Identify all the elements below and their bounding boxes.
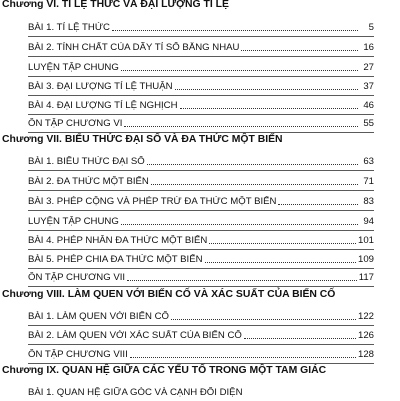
chapter-7-title: Chương VII. BIỂU THỨC ĐẠI SỐ VÀ ĐA THỨC MỘT BIẾN (2, 134, 283, 145)
dot-leader (121, 224, 358, 225)
chapter-8-title: Chương VIII. LÀM QUEN VỚI BIẾN CỐ VÀ XÁC SUẤT CỦA BIẾN CỐ (2, 289, 336, 300)
dot-leader (171, 319, 356, 320)
dot-leader (209, 243, 356, 244)
dot-leader (127, 280, 357, 281)
toc-item-label: ÔN TẬP CHƯƠNG VIII (28, 349, 128, 360)
toc-item-page: 16 (363, 42, 374, 53)
toc-row[interactable] (28, 326, 374, 345)
chapter-6-title: Chương VI. TỈ LỆ THỨC VÀ ĐẠI LƯỢNG TỈ LỆ (2, 0, 229, 10)
dot-leader (180, 108, 358, 109)
toc-item-label: BÀI 5. PHÉP CHIA ĐA THỨC MỘT BIẾN (28, 254, 203, 265)
dot-leader (130, 357, 356, 358)
toc-item-label: BÀI 1. LÀM QUEN VỚI BIẾN CỐ (28, 311, 169, 322)
dot-leader (241, 50, 358, 51)
dot-leader (175, 89, 358, 90)
toc-item-label: LUYỆN TẬP CHUNG (28, 216, 119, 227)
toc-item-label: BÀI 2. ĐA THỨC MỘT BIẾN (28, 176, 149, 187)
dot-leader (112, 30, 358, 31)
toc-row[interactable] (28, 231, 374, 250)
toc-row[interactable] (28, 192, 374, 211)
toc-row[interactable] (28, 114, 374, 133)
toc-row[interactable] (28, 307, 374, 326)
dot-leader (151, 184, 358, 185)
toc-item-page: 46 (363, 100, 374, 111)
toc-item-page: 109 (357, 254, 374, 265)
toc-row[interactable] (28, 268, 374, 287)
toc-item-label: LUYỆN TẬP CHUNG (28, 62, 119, 73)
toc-item-page: 94 (363, 216, 374, 227)
toc-row[interactable] (28, 250, 374, 269)
toc-item-page: 117 (358, 272, 374, 283)
toc-item-page: 71 (363, 176, 374, 187)
toc-row[interactable] (28, 38, 374, 57)
toc-item-page: 126 (357, 330, 374, 341)
toc-row[interactable] (28, 96, 374, 115)
toc-row[interactable] (28, 77, 374, 96)
toc-item-label: BÀI 3. PHÉP CỘNG VÀ PHÉP TRỪ ĐA THỨC MỘT BIẾN (28, 196, 277, 207)
toc-item-page: 55 (363, 118, 374, 129)
toc-item-label: BÀI 4. PHÉP NHÂN ĐA THỨC MỘT BIẾN (28, 235, 208, 246)
dot-leader (121, 70, 358, 71)
toc-item-label: BÀI 1. BIỂU THỨC ĐẠI SỐ (28, 156, 145, 167)
toc-row[interactable] (28, 212, 374, 231)
toc-item-label: BÀI 4. ĐẠI LƯỢNG TỈ LỆ NGHỊCH (28, 100, 178, 111)
toc-item-page: 27 (363, 62, 374, 73)
dot-leader (278, 204, 358, 205)
toc-item-label: BÀI 1. QUAN HỆ GIỮA GÓC VÀ CẠNH ĐỐI DIỆN (28, 387, 243, 398)
toc-item-label: BÀI 1. TỈ LỆ THỨC (28, 22, 110, 33)
toc-item-label: BÀI 2. LÀM QUEN VỚI XÁC SUẤT CỦA BIẾN CỐ (28, 330, 242, 341)
toc-row[interactable] (28, 58, 374, 77)
toc-item-label: BÀI 2. TÍNH CHẤT CỦA DÃY TỈ SỐ BẰNG NHAU (28, 42, 240, 53)
toc-item-page: 122 (357, 311, 374, 322)
toc-item-page: 128 (357, 349, 374, 360)
toc-row[interactable] (28, 172, 374, 191)
toc-item-label: BÀI 3. ĐẠI LƯỢNG TỈ LỆ THUẬN (28, 81, 173, 92)
dot-leader (124, 126, 358, 127)
toc-item-page: 37 (363, 81, 374, 92)
toc-row[interactable] (28, 18, 374, 37)
toc-item-page: 63 (363, 156, 374, 167)
toc-item-label: ÔN TẬP CHƯƠNG VI (28, 118, 123, 129)
toc-row[interactable] (28, 345, 374, 364)
toc-item-page: 83 (363, 196, 374, 207)
toc-item-page: 5 (368, 22, 374, 33)
toc-row[interactable] (28, 152, 374, 171)
dot-leader (205, 262, 356, 263)
chapter-9-title: Chương IX. QUAN HỆ GIỮA CÁC YẾU TỐ TRONG MỘT TAM GIÁC (2, 365, 327, 376)
toc-item-page: 101 (357, 235, 374, 246)
toc-item-label: ÔN TẬP CHƯƠNG VII (28, 272, 126, 283)
dot-leader (147, 164, 358, 165)
toc-row[interactable] (28, 382, 374, 401)
dot-leader (244, 338, 356, 339)
